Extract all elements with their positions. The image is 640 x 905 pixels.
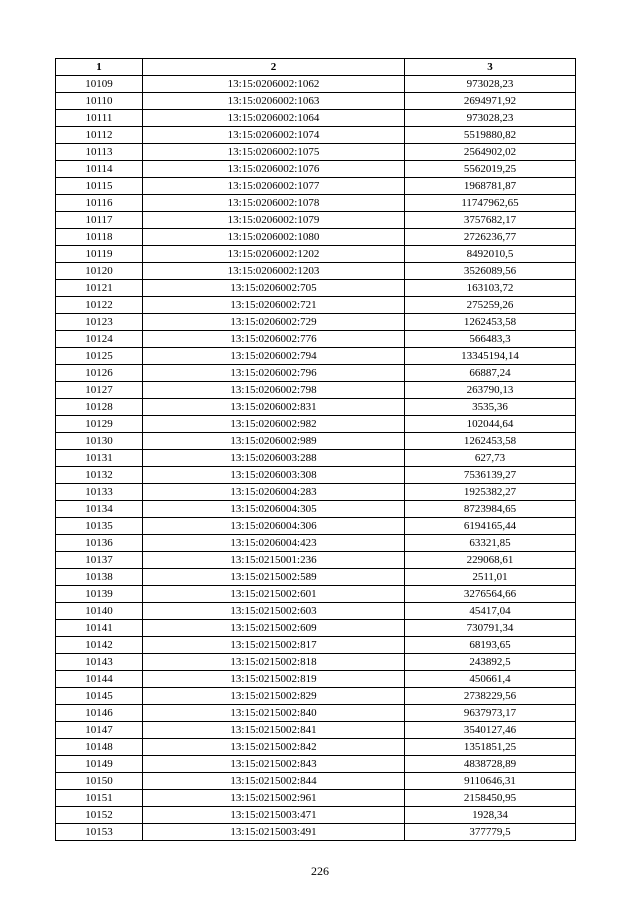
cadastral-number-cell: 13:15:0206002:1075 bbox=[143, 144, 405, 161]
page-number: 226 bbox=[311, 864, 329, 878]
value-cell: 730791,34 bbox=[405, 620, 576, 637]
value-cell: 163103,72 bbox=[405, 280, 576, 297]
value-cell: 229068,61 bbox=[405, 552, 576, 569]
row-number-cell: 10147 bbox=[56, 722, 143, 739]
cadastral-number-cell: 13:15:0206004:283 bbox=[143, 484, 405, 501]
table-row bbox=[56, 110, 576, 127]
table-row bbox=[56, 569, 576, 586]
row-number-cell: 10123 bbox=[56, 314, 143, 331]
row-number-cell: 10136 bbox=[56, 535, 143, 552]
row-number-cell: 10153 bbox=[56, 824, 143, 841]
cadastral-number-cell: 13:15:0206002:721 bbox=[143, 297, 405, 314]
table-row bbox=[56, 552, 576, 569]
cadastral-number-cell: 13:15:0206004:423 bbox=[143, 535, 405, 552]
table-row bbox=[56, 93, 576, 110]
value-cell: 45417,04 bbox=[405, 603, 576, 620]
row-number-cell: 10121 bbox=[56, 280, 143, 297]
cadastral-number-cell: 13:15:0206002:1080 bbox=[143, 229, 405, 246]
cadastral-number-cell: 13:15:0206002:776 bbox=[143, 331, 405, 348]
table-row bbox=[56, 76, 576, 93]
cadastral-number-cell: 13:15:0215002:818 bbox=[143, 654, 405, 671]
value-cell: 3276564,66 bbox=[405, 586, 576, 603]
table-row bbox=[56, 824, 576, 841]
row-number-cell: 10128 bbox=[56, 399, 143, 416]
row-number-cell: 10132 bbox=[56, 467, 143, 484]
table-row bbox=[56, 501, 576, 518]
value-cell: 1262453,58 bbox=[405, 433, 576, 450]
cadastral-number-cell: 13:15:0215002:819 bbox=[143, 671, 405, 688]
row-number-cell: 10116 bbox=[56, 195, 143, 212]
value-cell: 9110646,31 bbox=[405, 773, 576, 790]
value-cell: 1262453,58 bbox=[405, 314, 576, 331]
value-cell: 3757682,17 bbox=[405, 212, 576, 229]
value-cell: 566483,3 bbox=[405, 331, 576, 348]
value-cell: 1925382,27 bbox=[405, 484, 576, 501]
value-cell: 102044,64 bbox=[405, 416, 576, 433]
table-row bbox=[56, 348, 576, 365]
row-number-cell: 10131 bbox=[56, 450, 143, 467]
cadastral-number-cell: 13:15:0206002:1062 bbox=[143, 76, 405, 93]
table-row bbox=[56, 620, 576, 637]
table-row bbox=[56, 127, 576, 144]
table-header-row bbox=[56, 59, 576, 76]
value-cell: 3535,36 bbox=[405, 399, 576, 416]
row-number-cell: 10125 bbox=[56, 348, 143, 365]
table-row bbox=[56, 297, 576, 314]
row-number-cell: 10122 bbox=[56, 297, 143, 314]
table-row bbox=[56, 467, 576, 484]
row-number-cell: 10114 bbox=[56, 161, 143, 178]
value-cell: 11747962,65 bbox=[405, 195, 576, 212]
cadastral-number-cell: 13:15:0215003:471 bbox=[143, 807, 405, 824]
table-row bbox=[56, 637, 576, 654]
row-number-cell: 10112 bbox=[56, 127, 143, 144]
cadastral-number-cell: 13:15:0206002:796 bbox=[143, 365, 405, 382]
row-number-cell: 10150 bbox=[56, 773, 143, 790]
value-cell: 627,73 bbox=[405, 450, 576, 467]
row-number-cell: 10152 bbox=[56, 807, 143, 824]
table-row bbox=[56, 790, 576, 807]
value-cell: 243892,5 bbox=[405, 654, 576, 671]
cadastral-number-cell: 13:15:0206002:798 bbox=[143, 382, 405, 399]
column-header-2: 2 bbox=[143, 59, 405, 76]
table-row bbox=[56, 603, 576, 620]
table-row bbox=[56, 722, 576, 739]
cadastral-number-cell: 13:15:0215002:842 bbox=[143, 739, 405, 756]
value-cell: 3540127,46 bbox=[405, 722, 576, 739]
cadastral-number-cell: 13:15:0206002:1076 bbox=[143, 161, 405, 178]
cadastral-number-cell: 13:15:0206002:1077 bbox=[143, 178, 405, 195]
column-header-1: 1 bbox=[56, 59, 143, 76]
cadastral-number-cell: 13:15:0206004:306 bbox=[143, 518, 405, 535]
table-row bbox=[56, 178, 576, 195]
table-row bbox=[56, 212, 576, 229]
cadastral-number-cell: 13:15:0206002:1064 bbox=[143, 110, 405, 127]
table-row bbox=[56, 229, 576, 246]
row-number-cell: 10113 bbox=[56, 144, 143, 161]
cadastral-number-cell: 13:15:0206002:1063 bbox=[143, 93, 405, 110]
row-number-cell: 10151 bbox=[56, 790, 143, 807]
row-number-cell: 10119 bbox=[56, 246, 143, 263]
table-row bbox=[56, 739, 576, 756]
table-row bbox=[56, 161, 576, 178]
table-row bbox=[56, 365, 576, 382]
cadastral-number-cell: 13:15:0215002:829 bbox=[143, 688, 405, 705]
value-cell: 4838728,89 bbox=[405, 756, 576, 773]
value-cell: 973028,23 bbox=[405, 76, 576, 93]
cadastral-number-cell: 13:15:0215002:961 bbox=[143, 790, 405, 807]
table-row bbox=[56, 314, 576, 331]
table-body bbox=[56, 76, 576, 841]
row-number-cell: 10139 bbox=[56, 586, 143, 603]
table-row bbox=[56, 654, 576, 671]
cadastral-number-cell: 13:15:0215002:844 bbox=[143, 773, 405, 790]
cadastral-number-cell: 13:15:0206004:305 bbox=[143, 501, 405, 518]
row-number-cell: 10124 bbox=[56, 331, 143, 348]
row-number-cell: 10118 bbox=[56, 229, 143, 246]
value-cell: 3526089,56 bbox=[405, 263, 576, 280]
row-number-cell: 10109 bbox=[56, 76, 143, 93]
table-row bbox=[56, 688, 576, 705]
table-row bbox=[56, 144, 576, 161]
table-row bbox=[56, 535, 576, 552]
table-row bbox=[56, 484, 576, 501]
table-row bbox=[56, 195, 576, 212]
table-row bbox=[56, 246, 576, 263]
value-cell: 2694971,92 bbox=[405, 93, 576, 110]
table-row bbox=[56, 263, 576, 280]
row-number-cell: 10141 bbox=[56, 620, 143, 637]
value-cell: 377779,5 bbox=[405, 824, 576, 841]
row-number-cell: 10145 bbox=[56, 688, 143, 705]
cadastral-number-cell: 13:15:0206002:705 bbox=[143, 280, 405, 297]
table-row bbox=[56, 586, 576, 603]
cadastral-number-cell: 13:15:0215002:589 bbox=[143, 569, 405, 586]
value-cell: 1351851,25 bbox=[405, 739, 576, 756]
value-cell: 2158450,95 bbox=[405, 790, 576, 807]
row-number-cell: 10110 bbox=[56, 93, 143, 110]
value-cell: 66887,24 bbox=[405, 365, 576, 382]
value-cell: 263790,13 bbox=[405, 382, 576, 399]
value-cell: 5519880,82 bbox=[405, 127, 576, 144]
value-cell: 7536139,27 bbox=[405, 467, 576, 484]
cadastral-number-cell: 13:15:0206002:1078 bbox=[143, 195, 405, 212]
row-number-cell: 10130 bbox=[56, 433, 143, 450]
table-row bbox=[56, 331, 576, 348]
row-number-cell: 10115 bbox=[56, 178, 143, 195]
cadastral-number-cell: 13:15:0206002:794 bbox=[143, 348, 405, 365]
value-cell: 2511,01 bbox=[405, 569, 576, 586]
cadastral-number-cell: 13:15:0206002:1203 bbox=[143, 263, 405, 280]
cadastral-value-table bbox=[55, 58, 576, 841]
value-cell: 9637973,17 bbox=[405, 705, 576, 722]
cadastral-number-cell: 13:15:0206002:989 bbox=[143, 433, 405, 450]
value-cell: 2564902,02 bbox=[405, 144, 576, 161]
row-number-cell: 10111 bbox=[56, 110, 143, 127]
cadastral-number-cell: 13:15:0215002:601 bbox=[143, 586, 405, 603]
row-number-cell: 10127 bbox=[56, 382, 143, 399]
value-cell: 6194165,44 bbox=[405, 518, 576, 535]
value-cell: 275259,26 bbox=[405, 297, 576, 314]
row-number-cell: 10144 bbox=[56, 671, 143, 688]
value-cell: 8492010,5 bbox=[405, 246, 576, 263]
table-row bbox=[56, 280, 576, 297]
value-cell: 450661,4 bbox=[405, 671, 576, 688]
cadastral-number-cell: 13:15:0215002:843 bbox=[143, 756, 405, 773]
table-row bbox=[56, 705, 576, 722]
cadastral-number-cell: 13:15:0215002:817 bbox=[143, 637, 405, 654]
cadastral-number-cell: 13:15:0215002:609 bbox=[143, 620, 405, 637]
cadastral-number-cell: 13:15:0206002:982 bbox=[143, 416, 405, 433]
row-number-cell: 10134 bbox=[56, 501, 143, 518]
table-row bbox=[56, 399, 576, 416]
cadastral-number-cell: 13:15:0206002:831 bbox=[143, 399, 405, 416]
row-number-cell: 10117 bbox=[56, 212, 143, 229]
row-number-cell: 10148 bbox=[56, 739, 143, 756]
row-number-cell: 10137 bbox=[56, 552, 143, 569]
table-row bbox=[56, 433, 576, 450]
table-row bbox=[56, 756, 576, 773]
column-header-3: 3 bbox=[405, 59, 576, 76]
table-row bbox=[56, 518, 576, 535]
table-row bbox=[56, 382, 576, 399]
table-row bbox=[56, 671, 576, 688]
value-cell: 1928,34 bbox=[405, 807, 576, 824]
cadastral-number-cell: 13:15:0215002:840 bbox=[143, 705, 405, 722]
cadastral-number-cell: 13:15:0206002:1074 bbox=[143, 127, 405, 144]
value-cell: 2738229,56 bbox=[405, 688, 576, 705]
row-number-cell: 10126 bbox=[56, 365, 143, 382]
cadastral-number-cell: 13:15:0215002:603 bbox=[143, 603, 405, 620]
value-cell: 13345194,14 bbox=[405, 348, 576, 365]
cadastral-number-cell: 13:15:0215003:491 bbox=[143, 824, 405, 841]
cadastral-number-cell: 13:15:0206002:1202 bbox=[143, 246, 405, 263]
value-cell: 1968781,87 bbox=[405, 178, 576, 195]
value-cell: 2726236,77 bbox=[405, 229, 576, 246]
row-number-cell: 10129 bbox=[56, 416, 143, 433]
row-number-cell: 10140 bbox=[56, 603, 143, 620]
cadastral-number-cell: 13:15:0215002:841 bbox=[143, 722, 405, 739]
row-number-cell: 10142 bbox=[56, 637, 143, 654]
table-row bbox=[56, 773, 576, 790]
row-number-cell: 10120 bbox=[56, 263, 143, 280]
cadastral-number-cell: 13:15:0206003:308 bbox=[143, 467, 405, 484]
table-row bbox=[56, 416, 576, 433]
value-cell: 68193,65 bbox=[405, 637, 576, 654]
row-number-cell: 10138 bbox=[56, 569, 143, 586]
row-number-cell: 10146 bbox=[56, 705, 143, 722]
cadastral-number-cell: 13:15:0206003:288 bbox=[143, 450, 405, 467]
row-number-cell: 10149 bbox=[56, 756, 143, 773]
cadastral-number-cell: 13:15:0206002:1079 bbox=[143, 212, 405, 229]
row-number-cell: 10143 bbox=[56, 654, 143, 671]
table-row bbox=[56, 450, 576, 467]
cadastral-number-cell: 13:15:0215001:236 bbox=[143, 552, 405, 569]
value-cell: 8723984,65 bbox=[405, 501, 576, 518]
table-row bbox=[56, 807, 576, 824]
value-cell: 973028,23 bbox=[405, 110, 576, 127]
value-cell: 63321,85 bbox=[405, 535, 576, 552]
cadastral-number-cell: 13:15:0206002:729 bbox=[143, 314, 405, 331]
value-cell: 5562019,25 bbox=[405, 161, 576, 178]
row-number-cell: 10135 bbox=[56, 518, 143, 535]
row-number-cell: 10133 bbox=[56, 484, 143, 501]
